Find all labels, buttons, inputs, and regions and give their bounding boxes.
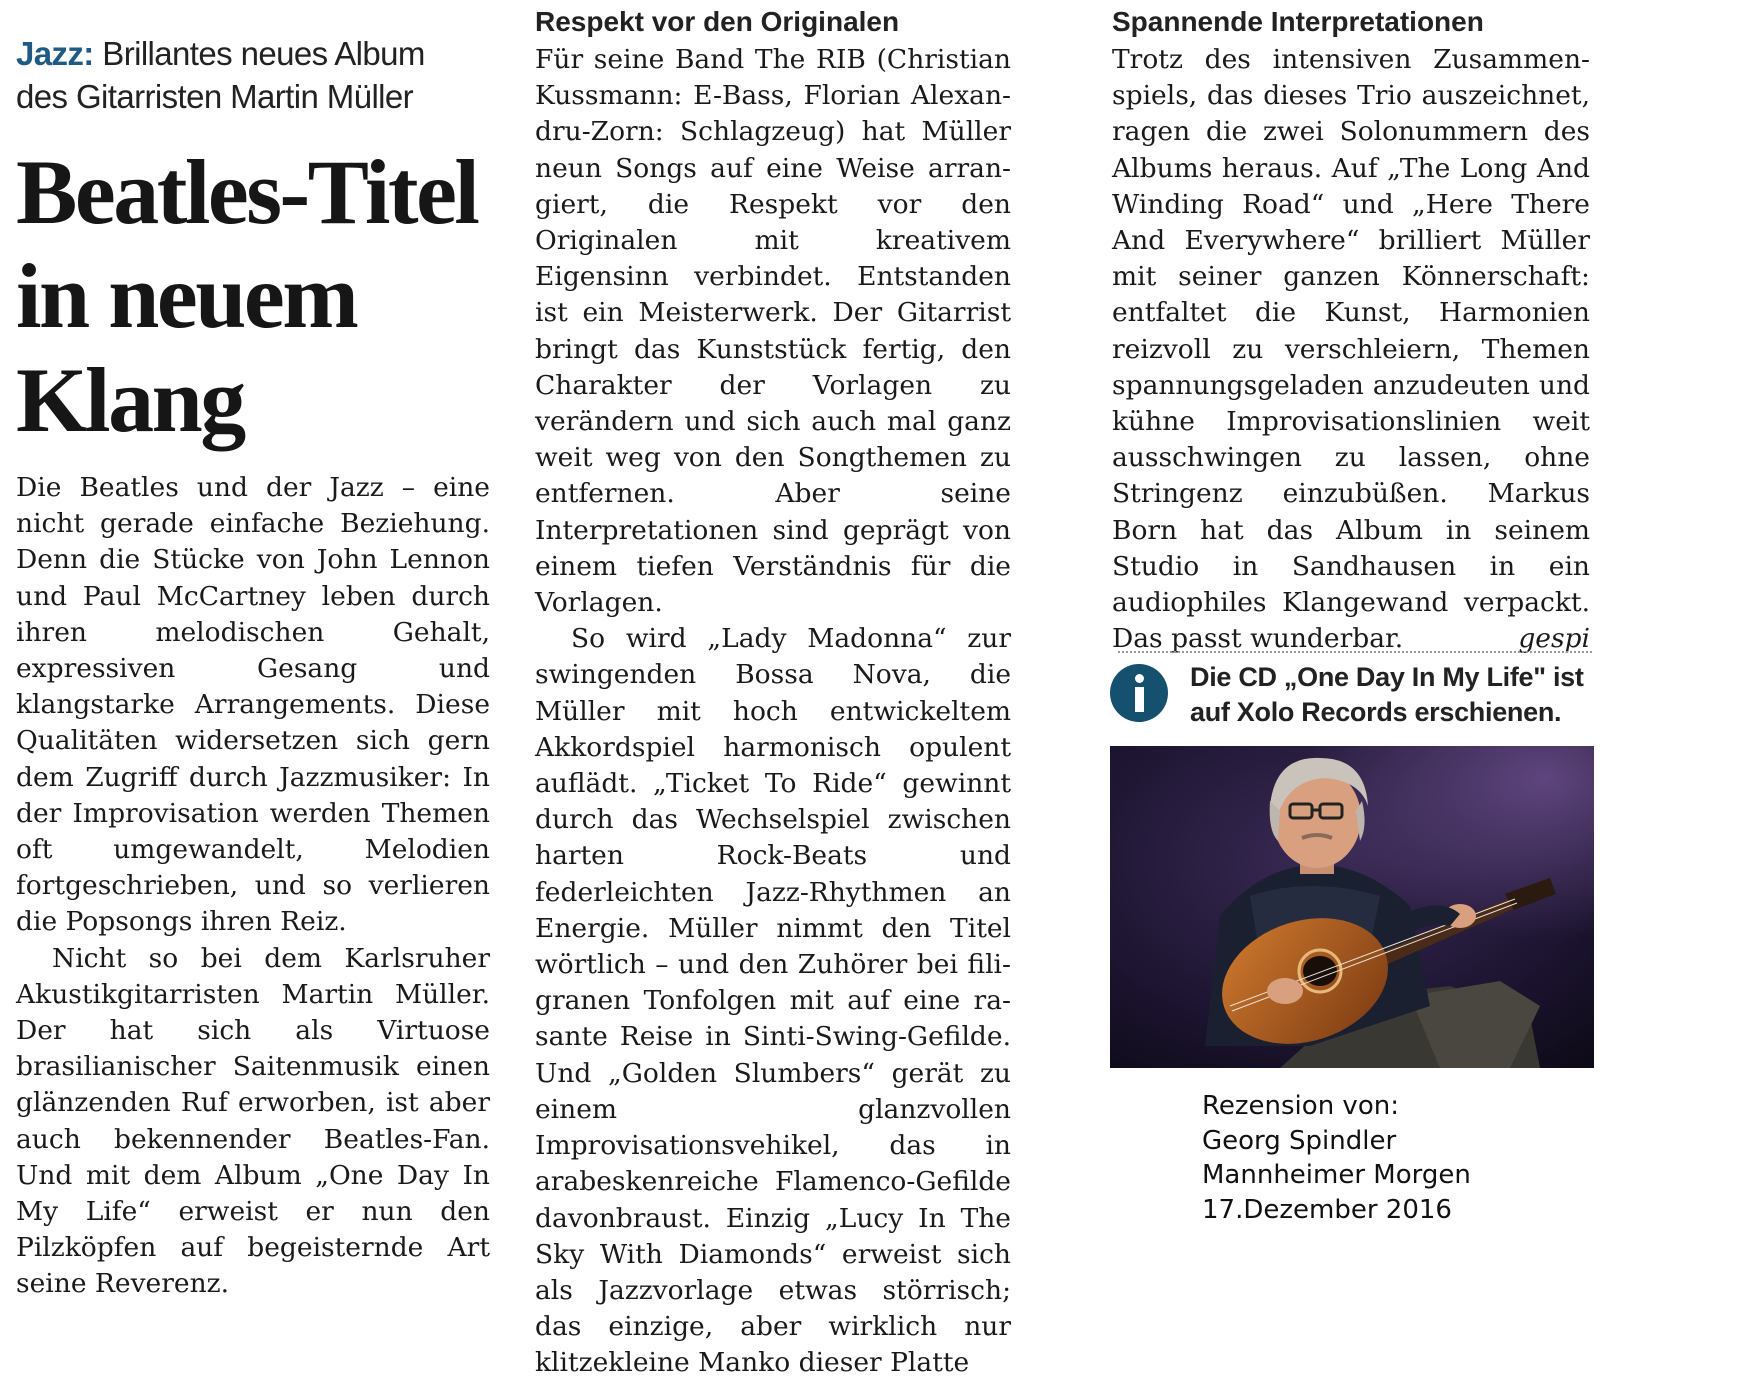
body-text-column-2	[535, 42, 1011, 1382]
info-icon	[1110, 664, 1168, 722]
body-text-column-1	[16, 470, 490, 1303]
paragraph: So wird „Lady Madonna“ zur swingenden Bossa Nova, die Müller mit hoch entwickeltem Akkordspiel harmonisch opulent auflädt. „Ticket To Ride“ gewinnt durch das Wechselspiel zwischen harten Rock-Beats und federleichten Jazz-Rhythmen an Energie. Müller nimmt den Titel wörtlich – und den Zuhörer bei filigranen Tonfolgen mit auf eine rasante Reise in Sinti-Swing-Gefilde. Und „Golden Slumbers“ gerät zu einem glanzvollen Improvisationsvehikel, das in arabeskenreiche Flamenco-Gefilde davonbraust. Einzig „Lucy In The Sky With Diamonds“ erweist sich als Jazzvorlage etwas störrisch; das einzige, aber wirklich nur klitzekleine Manko dieser Platte	[535, 623, 1011, 1379]
credit-line-2: Georg Spindler	[1202, 1125, 1397, 1156]
info-line-2: auf Xolo Records erschienen.	[1190, 697, 1562, 727]
credit-block	[1202, 1089, 1471, 1227]
paragraph: Nicht so bei dem Karlsruher Akustikgitarristen Martin Müller. Der hat sich als Virtuose brasilianischer Saitenmusik einen glänzenden Ruf erworben, ist aber auch bekennender Beatles-Fan. Und mit dem Album „One Day In My Life“ erweist er nun den Pilzköpfen auf begeisternde Art seine Reverenz.	[16, 942, 490, 1300]
paragraph-text: Trotz des intensiven Zusammenspiels, das dieses Trio auszeichnet, ragen die zwei Solonummern des Albums heraus. Auf „The Long And Winding Road“ und „Here There And Everywhere“ brilliert Müller mit seiner ganzen Könnerschaft: entfaltet die Kunst, Harmonien reizvoll zu verschleiern, Themen spannungsgeladen anzudeuten und kühne Improvisationslinien weit ausschwingen zu lassen, ohne Stringenz einzubüßen. Markus Born hat das Album in seinem Studio in Sandhausen in ein audiophiles Klangewand verpackt. Das passt wunderbar.	[1112, 44, 1590, 655]
author-tag: gespi	[1518, 623, 1590, 655]
headline-line-1: Beatles-Titel	[16, 141, 478, 243]
headline	[16, 140, 496, 452]
kicker	[16, 32, 496, 118]
credit-line-1: Rezension von:	[1202, 1091, 1399, 1121]
subheading: Respekt vor den Originalen	[535, 6, 900, 37]
kicker-line-2: des Gitarristen Martin Müller	[16, 78, 414, 115]
kicker-line-1: Brillantes neues Album	[102, 35, 425, 72]
subheading: Spannende Interpretationen	[1112, 6, 1484, 37]
headline-line-3: Klang	[16, 349, 244, 451]
dotted-divider	[1118, 651, 1592, 653]
credit-line-3: Mannheimer Morgen	[1202, 1160, 1471, 1190]
headline-line-2: in neuem	[16, 245, 357, 347]
paragraph: Die Beatles und der Jazz – eine nicht gerade einfache Beziehung. Denn die Stücke von John Lennon und Paul McCartney leben durch ihren melodischen Gehalt, expressiven Gesang und klangstarke Arrangements. Diese Qualitäten widersetzen sich gern dem Zugriff durch Jazzmusiker: In der Improvisation werden Themen oft umgewandelt, Melodien fortgeschrieben, und so verlieren die Popsongs ihren Reiz.	[16, 472, 490, 938]
kicker-tag: Jazz:	[16, 35, 94, 72]
paragraph	[1112, 42, 1590, 657]
credit-line-4: 17.Dezember 2016	[1202, 1194, 1452, 1225]
info-line-1: Die CD „One Day In My Life" ist	[1190, 662, 1584, 692]
info-box-text	[1190, 660, 1610, 730]
paragraph: Für seine Band The RIB (Christian Kussmann: E-Bass, Florian Alexandru-Zorn: Schlagzeug) hat Müller neun Songs auf eine Weise arrangiert, die Respekt vor den Originalen mit kreativem Eigensinn verbindet. Entstanden ist ein Meisterwerk. Der Gitarrist bringt das Kunststück fertig, den Charakter der Vorlagen zu verändern und sich auch mal ganz weit weg von den Songthemen zu entfernen. Aber seine Interpretationen sind geprägt von einem tiefen Verständnis für die Vorlagen.	[535, 44, 1011, 619]
musician-photo	[1110, 746, 1594, 1068]
body-text-column-3	[1112, 42, 1590, 657]
